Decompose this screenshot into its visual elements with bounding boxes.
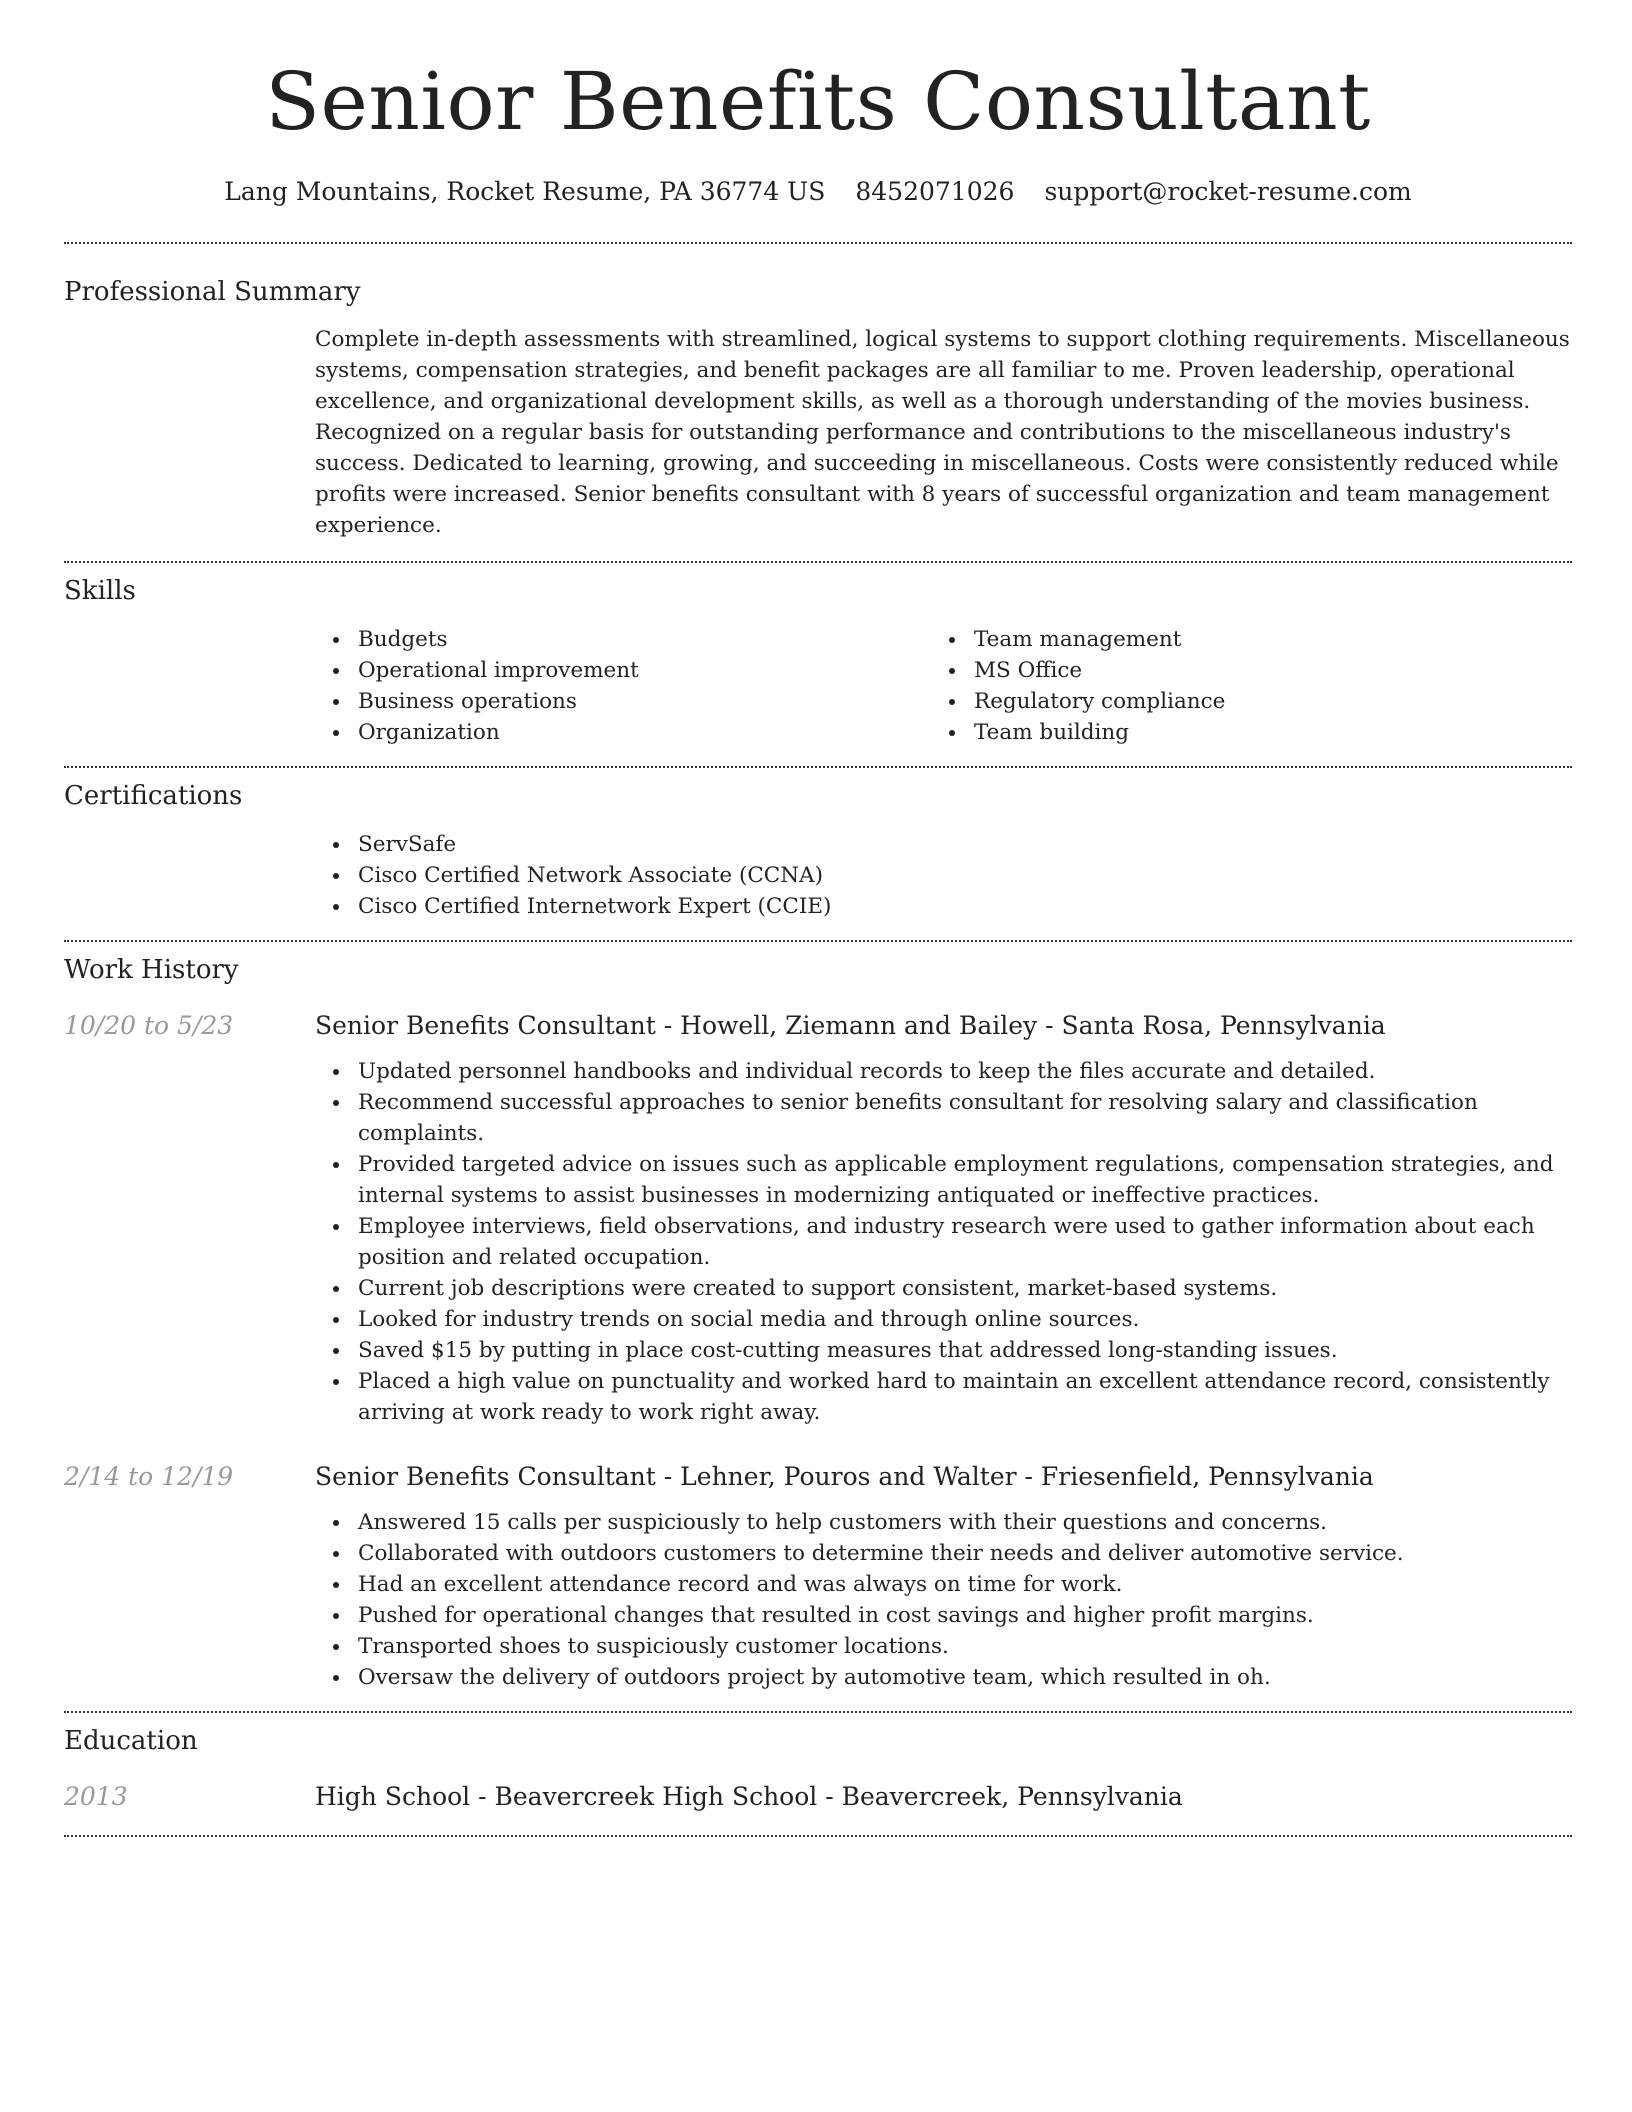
list-item: Regulatory compliance bbox=[931, 686, 1547, 717]
education-date: 2013 bbox=[64, 1782, 128, 1811]
skills-list-right bbox=[931, 624, 1547, 748]
list-item: Updated personnel handbooks and individual records to keep the files accurate and detailed. bbox=[315, 1056, 1572, 1087]
resume-page bbox=[64, 0, 1572, 1837]
summary-section bbox=[64, 244, 1572, 541]
list-item: Collaborated with outdoors customers to determine their needs and deliver automotive service. bbox=[315, 1538, 1572, 1569]
list-item: Team management bbox=[931, 624, 1547, 655]
list-item: Cisco Certified Network Associate (CCNA) bbox=[315, 860, 1572, 891]
skills-list-left bbox=[315, 624, 931, 748]
job-date: 10/20 to 5/23 bbox=[64, 1011, 234, 1040]
certifications-list bbox=[315, 829, 1572, 922]
education-section bbox=[64, 1713, 1572, 1815]
list-item: Operational improvement bbox=[315, 655, 931, 686]
education-title: High School - Beavercreek High School - Beavercreek, Pennsylvania bbox=[315, 1782, 1183, 1811]
email: support@rocket-resume.com bbox=[1044, 177, 1412, 206]
job-entry bbox=[64, 1459, 1572, 1495]
job-title: Senior Benefits Consultant - Lehner, Pouros and Walter - Friesenfield, Pennsylvania bbox=[315, 1462, 1374, 1491]
list-item: Transported shoes to suspiciously customer locations. bbox=[315, 1631, 1572, 1662]
list-item: Budgets bbox=[315, 624, 931, 655]
section-title-education: Education bbox=[64, 1726, 198, 1756]
section-title-skills: Skills bbox=[64, 576, 136, 606]
list-item: Had an excellent attendance record and was always on time for work. bbox=[315, 1569, 1572, 1600]
education-entry bbox=[64, 1779, 1572, 1815]
list-item: ServSafe bbox=[315, 829, 1572, 860]
skills-section bbox=[64, 563, 1572, 748]
list-item: Answered 15 calls per suspiciously to help customers with their questions and concerns. bbox=[315, 1507, 1572, 1538]
job-date: 2/14 to 12/19 bbox=[64, 1462, 234, 1491]
job-bullets bbox=[315, 1507, 1572, 1693]
job-entry bbox=[64, 1008, 1572, 1044]
section-title-summary: Professional Summary bbox=[64, 277, 361, 307]
skills-grid bbox=[315, 624, 1572, 748]
list-item: Cisco Certified Internetwork Expert (CCIE) bbox=[315, 891, 1572, 922]
phone: 8452071026 bbox=[855, 177, 1015, 206]
candidate-name: Senior Benefits Consultant bbox=[265, 55, 1371, 148]
list-item: Oversaw the delivery of outdoors project by automotive team, which resulted in oh. bbox=[315, 1662, 1572, 1693]
list-item: Provided targeted advice on issues such as applicable employment regulations, compensation strategies, and internal systems to assist businesses in modernizing antiquated or ineffective practices. bbox=[315, 1149, 1572, 1211]
list-item: Placed a high value on punctuality and worked hard to maintain an excellent attendance record, consistently arriving at work ready to work right away. bbox=[315, 1366, 1572, 1428]
section-title-certifications: Certifications bbox=[64, 781, 243, 811]
list-item: Saved $15 by putting in place cost-cutting measures that addressed long-standing issues. bbox=[315, 1335, 1572, 1366]
job-title: Senior Benefits Consultant - Howell, Ziemann and Bailey - Santa Rosa, Pennsylvania bbox=[315, 1011, 1386, 1040]
list-item: Organization bbox=[315, 717, 931, 748]
list-item: Current job descriptions were created to support consistent, market-based systems. bbox=[315, 1273, 1572, 1304]
list-item: MS Office bbox=[931, 655, 1547, 686]
summary-text: Complete in-depth assessments with streamlined, logical systems to support clothing requirements. Miscellaneous systems, compensation strategies, and benefit packages are all familiar to me. Proven leadership, operational excellence, and organizational development skills, as well as a thorough understanding of the movies business. Recognized on a regular basis for outstanding performance and contributions to the miscellaneous industry's success. Dedicated to learning, growing, and succeeding in miscellaneous. Costs were consistently reduced while profits were increased. Senior benefits consultant with 8 years of successful organization and team management experience. bbox=[315, 327, 1570, 538]
work-history-section bbox=[64, 942, 1572, 1693]
certifications-section bbox=[64, 768, 1572, 922]
list-item: Looked for industry trends on social media and through online sources. bbox=[315, 1304, 1572, 1335]
list-item: Employee interviews, field observations, and industry research were used to gather information about each position and related occupation. bbox=[315, 1211, 1572, 1273]
section-title-work-history: Work History bbox=[64, 955, 239, 985]
list-item: Pushed for operational changes that resulted in cost savings and higher profit margins. bbox=[315, 1600, 1572, 1631]
list-item: Team building bbox=[931, 717, 1547, 748]
list-item: Business operations bbox=[315, 686, 931, 717]
job-bullets bbox=[315, 1056, 1572, 1428]
list-item: Recommend successful approaches to senior benefits consultant for resolving salary and classification complaints. bbox=[315, 1087, 1572, 1149]
contact-line bbox=[64, 174, 1572, 210]
address: Lang Mountains, Rocket Resume, PA 36774 US bbox=[224, 177, 826, 206]
divider bbox=[64, 1835, 1572, 1837]
